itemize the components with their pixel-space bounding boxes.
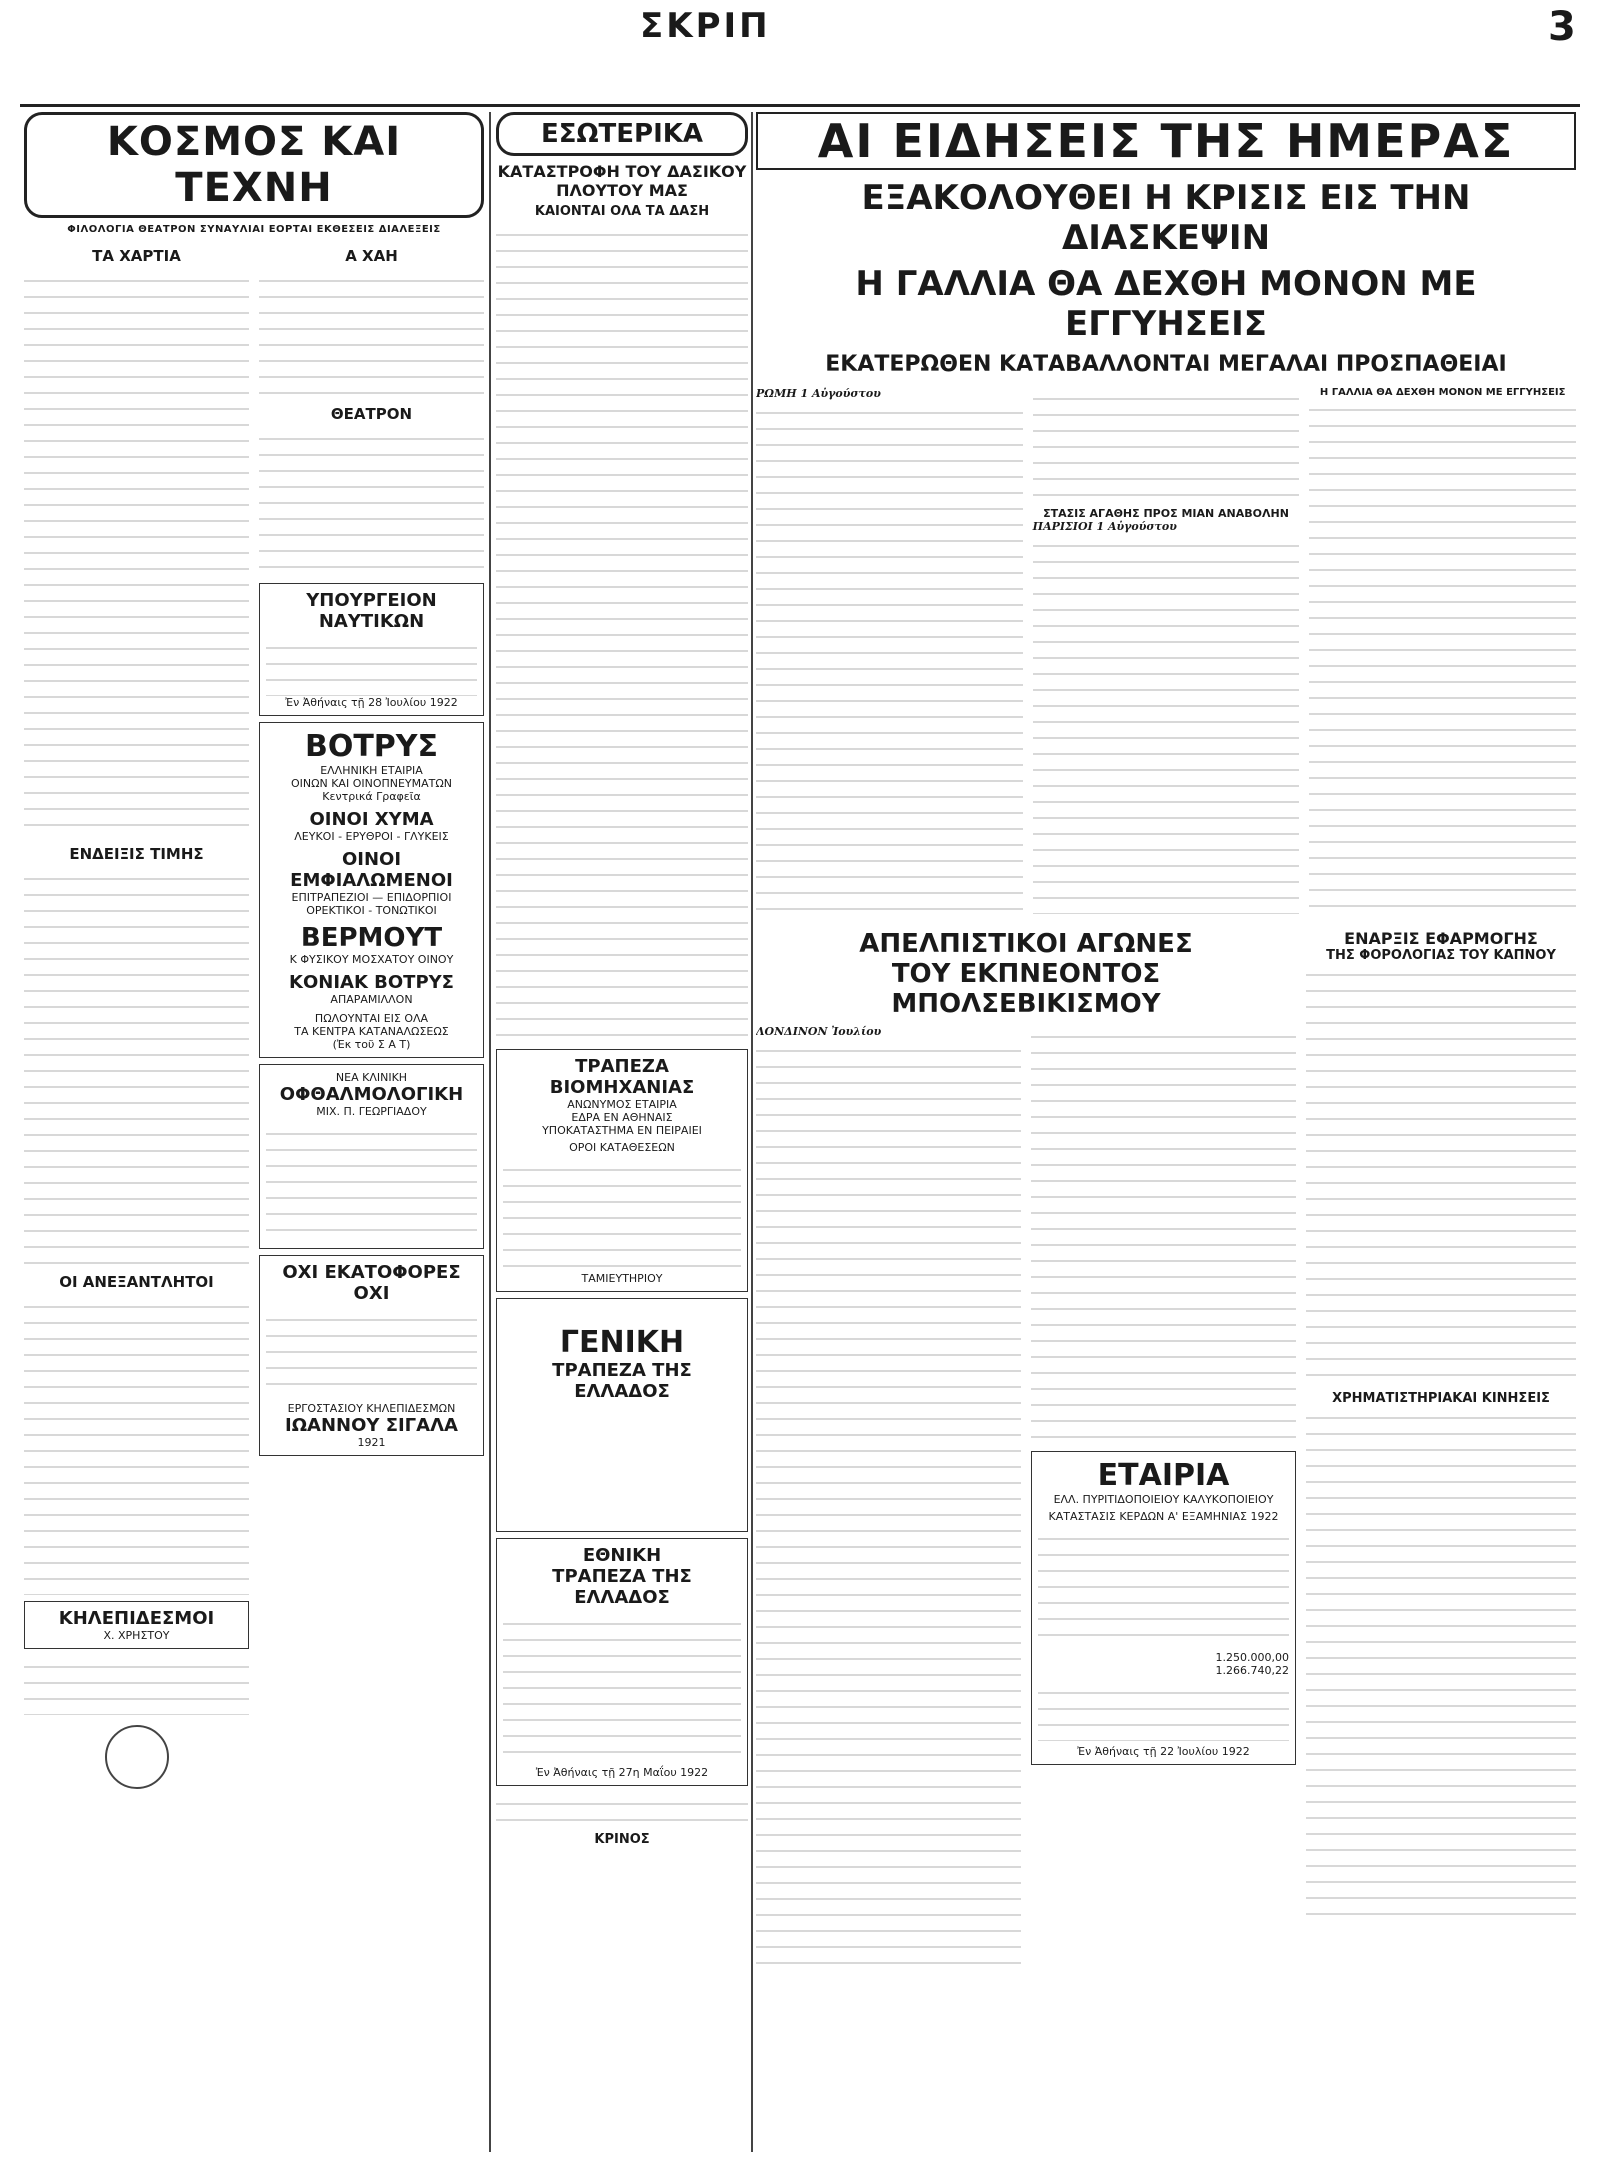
article-title: Α ΧΑΗ — [345, 247, 398, 265]
lead-subhead: ΕΞΑΚΟΛΟΥΘΕΙ Η ΚΡΙΣΙΣ ΕΙΣ ΤΗΝ ΔΙΑΣΚΕΨΙΝ — [861, 178, 1471, 258]
ad-etairia — [1031, 1451, 1296, 1765]
lead-subhead: Η ΓΑΛΛΙΑ ΘΑ ΔΕΧΘΗ ΜΟΝΟΝ ΜΕ ΕΓΓΥΗΣΕΙΣ — [855, 264, 1477, 344]
ad-line: Ἐν Ἀθήναις τῇ 27η Μαΐου 1922 — [535, 1766, 709, 1779]
ad-line: ΤΑΜΙΕΥΤΗΡΙΟΥ — [581, 1272, 663, 1285]
ad-line: Κ ΦΥΣΙΚΟΥ ΜΟΣΧΑΤΟΥ ΟΙΝΟΥ — [289, 953, 454, 966]
article-body — [1306, 963, 1576, 1383]
article-headline: ΤΗΣ ΦΟΡΟΛΟΓΙΑΣ ΤΟΥ ΚΑΠΝΟΥ — [1326, 948, 1556, 963]
ad-line: ΝΕΑ ΚΛΙΝΙΚΗ — [335, 1071, 408, 1084]
ad-line: 1921 — [357, 1436, 386, 1449]
trumpet-illustration — [105, 1725, 169, 1789]
article-body — [496, 223, 748, 1043]
ad-title: ΥΠΟΥΡΓΕΙΟΝ ΝΑΥΤΙΚΩΝ — [306, 590, 437, 632]
ad-line: ΑΠΑΡΑΜΙΛΛΟΝ — [330, 993, 413, 1006]
ad-line: ΒΕΡΜΟΥΤ — [300, 923, 443, 953]
column-right — [756, 112, 1576, 2152]
ad-date: Ἐν Ἀθήναις τῇ 28 Ἰουλίου 1922 — [285, 696, 458, 709]
ad-botrys — [259, 722, 484, 1058]
ad-line: ΥΠΟΚΑΤΑΣΤΗΜΑ ΕΝ ΠΕΙΡΑΙΕΙ — [542, 1124, 702, 1137]
ad-line: ΤΡΑΠΕΖΑ ΒΙΟΜΗΧΑΝΙΑΣ — [549, 1056, 695, 1098]
article-body — [756, 401, 1023, 921]
column-rule — [489, 112, 491, 2152]
ad-line: Ἐν Ἀθήναις τῇ 22 Ἰουλίου 1922 — [1077, 1745, 1250, 1758]
dateline: ΠΑΡΙΣΙΟΙ 1 Αὐγούστου — [1032, 520, 1177, 533]
ad-amount: 1.266.740,22 — [1215, 1664, 1289, 1677]
ad-line: ΛΕΥΚΟΙ - ΕΡΥΘΡΟΙ - ΓΛΥΚΕΙΣ — [294, 830, 449, 843]
page-number: 3 — [1548, 4, 1576, 50]
article-body — [1033, 534, 1300, 914]
ad-line: ΤΡΑΠΕΖΑ ΤΗΣ ΕΛΛΑΔΟΣ — [552, 1566, 692, 1608]
ad-line: ΕΤΑΙΡΙΑ — [1097, 1458, 1230, 1493]
article-headline: ΤΟΥ ΕΚΠΝΕΟΝΤΟΣ ΜΠΟΛΣΕΒΙΚΙΣΜΟΥ — [891, 959, 1161, 1019]
article-headline: ΧΡΗΜΑΤΙΣΤΗΡΙΑΚΑΙ ΚΙΝΗΣΕΙΣ — [1332, 1391, 1550, 1406]
ad-kilepidesmoi — [24, 1601, 249, 1649]
ad-krinos: ΚΡΙΝΟΣ — [594, 1832, 650, 1847]
ad-line: ΚΗΛΕΠΙΔΕΣΜΟΙ — [58, 1608, 215, 1629]
ad-amount: 1.250.000,00 — [1215, 1651, 1289, 1664]
ad-clinic — [259, 1064, 484, 1249]
ad-line: ΕΡΓΟΣΤΑΣΙΟΥ ΚΗΛΕΠΙΔΕΣΜΩΝ — [287, 1402, 456, 1415]
ad-line: ΤΡΑΠΕΖΑ ΤΗΣ ΕΛΛΑΔΟΣ — [552, 1360, 692, 1402]
subhead: Η ΓΑΛΛΙΑ ΘΑ ΔΕΧΘΗ ΜΟΝΟΝ ΜΕ ΕΓΓΥΗΣΕΙΣ — [1319, 387, 1566, 398]
article-title: ΟΙ ΑΝΕΞΑΝΤΛΗΤΟΙ — [59, 1273, 214, 1291]
ad-body — [24, 1655, 249, 1715]
article-body — [24, 1295, 249, 1595]
article-body — [1031, 1025, 1296, 1445]
article-title: ΚΑΤΑΣΤΡΟΦΗ ΤΟΥ ΔΑΣΙΚΟΥ ΠΛΟΥΤΟΥ ΜΑΣ — [497, 162, 747, 200]
ad-line: ΟΡΕΚΤΙΚΟΙ - ΤΟΝΩΤΙΚΟΙ — [306, 904, 437, 917]
dateline: ΡΩΜΗ 1 Αὐγούστου — [756, 387, 881, 400]
article-body — [259, 427, 484, 577]
ad-line: ΚΑΤΑΣΤΑΣΙΣ ΚΕΡΔΩΝ Α' ΕΞΑΜΗΝΙΑΣ 1922 — [1048, 1510, 1279, 1523]
masthead — [0, 0, 1600, 110]
ad-line: ΟΙΝΩΝ ΚΑΙ ΟΙΝΟΠΝΕΥΜΑΤΩΝ — [290, 777, 453, 790]
newspaper-title: ΣΚΡΙΠ — [640, 6, 771, 46]
ad-ethniki-trapeza — [496, 1538, 748, 1786]
ad-line: ΑΝΩΝΥΜΟΣ ΕΤΑΙΡΙΑ — [567, 1098, 677, 1111]
ad-line: ΙΩΑΝΝΟΥ ΣΙΓΑΛΑ — [285, 1415, 458, 1436]
ad-line: ΟΡΟΙ ΚΑΤΑΘΕΣΕΩΝ — [569, 1141, 675, 1154]
article-body — [1309, 398, 1576, 918]
ad-line: ΕΠΙΤΡΑΠΕΖΙΟΙ — ΕΠΙΔΟΡΠΙΟΙ — [291, 891, 452, 904]
section-subtitle: ΦΙΛΟΛΟΓΙΑ ΘΕΑΤΡΟΝ ΣΥΝΑΥΛΙΑΙ ΕΟΡΤΑΙ ΕΚΘΕΣΕΙΣ ΔΙΑΛΕΞΕΙΣ — [67, 224, 441, 235]
ad-geniki-trapeza — [496, 1298, 748, 1532]
ad-line: ΕΔΡΑ ΕΝ ΑΘΗΝΑΙΣ — [571, 1111, 673, 1124]
ad-line: ΠΩΛΟΥΝΤΑΙ ΕΙΣ ΟΛΑ — [314, 1012, 429, 1025]
section-head-esoterika: ΕΣΩΤΕΡΙΚΑ — [496, 112, 748, 156]
ad-line: ΟΦΘΑΛΜΟΛΟΓΙΚΗ — [279, 1084, 464, 1105]
ad-line: ΕΘΝΙΚΗ — [582, 1545, 662, 1566]
ad-trapeza-biomichanias — [496, 1049, 748, 1292]
article-body — [259, 269, 484, 399]
lead-subhead: ΕΚΑΤΕΡΩΘΕΝ ΚΑΤΑΒΑΛΛΟΝΤΑΙ ΜΕΓΑΛΑΙ ΠΡΟΣΠΑΘΕΙΑΙ — [825, 352, 1507, 377]
ad-line: ΜΙΧ. Π. ΓΕΩΡΓΙΑΔΟΥ — [316, 1105, 427, 1118]
section-head-kosmos: ΚΟΣΜΟΣ ΚΑΙ ΤΕΧΝΗ — [24, 112, 484, 218]
subhead: ΣΤΑΣΙΣ ΑΓΑΘΗΣ ΠΡΟΣ ΜΙΑΝ ΑΝΑΒΟΛΗΝ — [1043, 507, 1289, 520]
masthead-rule — [20, 104, 1580, 107]
ad-nautikon — [259, 583, 484, 716]
ad-oxi — [259, 1255, 484, 1456]
botrys-name: ΒΟΤΡΥΣ — [304, 729, 439, 764]
ad-line: Χ. ΧΡΗΣΤΟΥ — [103, 1629, 170, 1642]
ad-line: (Ἐκ τοῦ Σ Α Τ) — [332, 1038, 411, 1051]
ad-line: Κεντρικά Γραφεῖα — [322, 790, 421, 803]
article-title: ΕΝΔΕΙΞΙΣ ΤΙΜΗΣ — [69, 845, 204, 863]
ad-line: ΟΙΝΟΙ ΕΜΦΙΑΛΩΜΕΝΟΙ — [290, 849, 453, 891]
ad-line: ΚΟΝΙΑΚ ΒΟΤΡΥΣ — [289, 972, 454, 993]
dateline: ΛΟΝΔΙΝΟΝ Ἰουλίου — [756, 1025, 882, 1038]
article-body — [24, 867, 249, 1267]
column-middle — [496, 112, 748, 2152]
column-left — [24, 112, 484, 2152]
ad-line: ΕΛΛΗΝΙΚΗ ΕΤΑΙΡΙΑ — [320, 764, 423, 777]
ad-line: ΓΕΝΙΚΗ — [559, 1325, 685, 1360]
ad-line: ΟΧΙ ΕΚΑΤΟΦΟΡΕΣ ΟΧΙ — [282, 1262, 461, 1304]
article-body — [756, 1039, 1021, 1969]
column-rule — [751, 112, 753, 2152]
ad-line: ΟΙΝΟΙ ΧΥΜΑ — [309, 809, 434, 830]
article-headline: ΕΝΑΡΞΙΣ ΕΦΑΡΜΟΓΗΣ — [1344, 929, 1538, 948]
lead-headline: ΑΙ ΕΙΔΗΣΕΙΣ ΤΗΣ ΗΜΕΡΑΣ — [756, 112, 1576, 170]
ad-line: ΤΑ ΚΕΝΤΡΑ ΚΑΤΑΝΑΛΩΣΕΩΣ — [294, 1025, 449, 1038]
article-body — [1306, 1406, 1576, 1926]
article-body — [1033, 387, 1300, 507]
article-title: ΤΑ ΧΑΡΤΙΑ — [92, 247, 181, 265]
article-title: ΘΕΑΤΡΟΝ — [330, 405, 413, 423]
ad-line: ΕΛΛ. ΠΥΡΙΤΙΔΟΠΟΙΕΙΟΥ ΚΑΛΥΚΟΠΟΙΕΙΟΥ — [1053, 1493, 1274, 1506]
article-subtitle: ΚΑΙΟΝΤΑΙ ΟΛΑ ΤΑ ΔΑΣΗ — [534, 204, 710, 219]
article-body — [24, 269, 249, 839]
article-headline: ΑΠΕΛΠΙΣΤΙΚΟΙ ΑΓΩΝΕΣ — [859, 929, 1193, 959]
